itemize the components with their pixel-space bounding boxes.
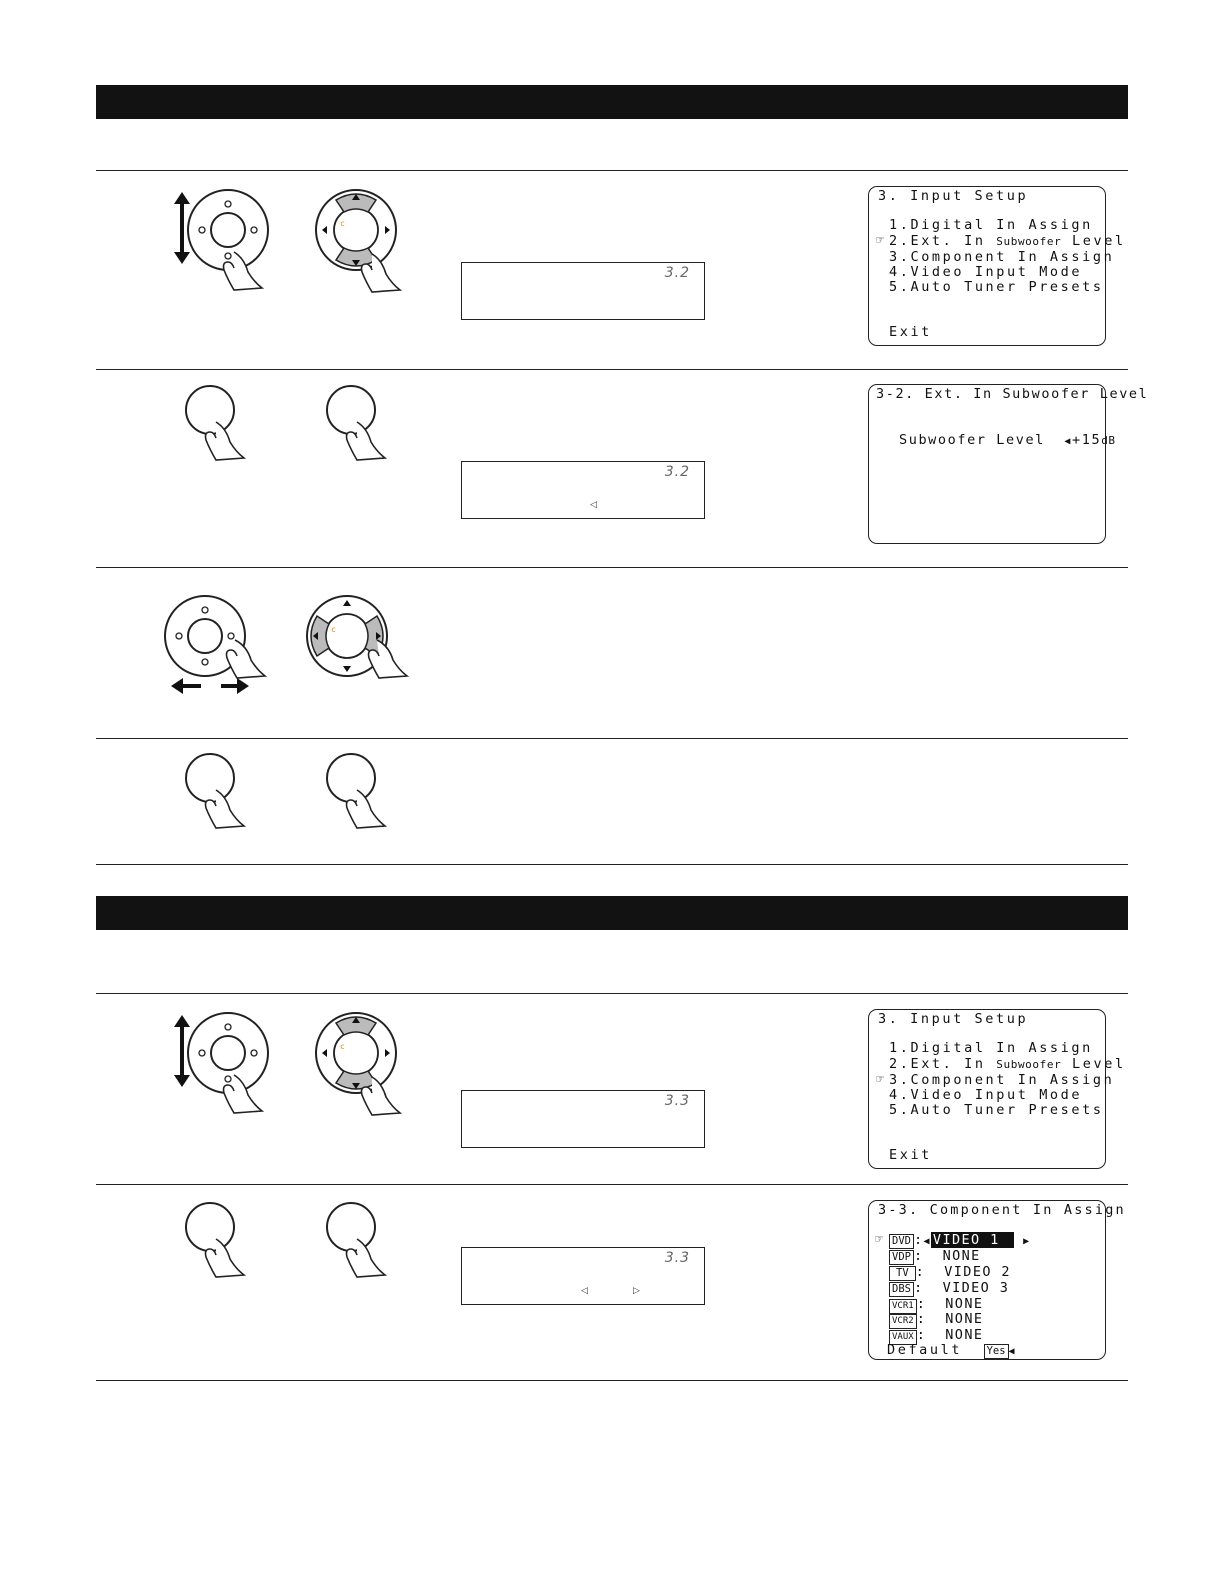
section-header-bar-1: [96, 85, 1128, 119]
divider: [96, 993, 1128, 994]
lcd-left-marker: ◁: [581, 1286, 588, 1296]
assign-row-vaux: VAUX : NONE: [889, 1327, 983, 1345]
lcd-menu-code: 3.3: [664, 1250, 690, 1266]
assign-row-tv: TV : VIDEO 2: [889, 1264, 1011, 1281]
pointer-icon: ☞: [876, 1072, 884, 1087]
assign-row-dvd: DVD :◀ VIDEO 1 ▶: [889, 1232, 1031, 1249]
osd-title: 3-2. Ext. In Subwoofer Level: [876, 386, 1149, 402]
divider: [96, 738, 1128, 739]
osd-menu-item-3: 3.Component In Assign: [889, 249, 1115, 265]
divider: [96, 1380, 1128, 1381]
osd-menu-item-5: 5.Auto Tuner Presets: [889, 279, 1104, 295]
divider: [96, 1184, 1128, 1185]
pointer-icon: ☞: [875, 1232, 883, 1247]
divider: [96, 567, 1128, 568]
enter-button-icon[interactable]: [327, 754, 417, 844]
osd-subwoofer-level: [868, 384, 1149, 544]
osd-menu-item-1: 1.Digital In Assign: [889, 217, 1093, 233]
arrow-right-icon: ▶: [1023, 1236, 1031, 1247]
osd-menu-item-1: 1.Digital In Assign: [889, 1040, 1093, 1056]
jog-dial-updown-icon[interactable]: [170, 1013, 280, 1123]
divider: [96, 864, 1128, 865]
lcd-menu-code: 3.3: [664, 1093, 690, 1109]
osd-component-in-assign: [868, 1200, 1126, 1360]
lcd-display-3: [461, 1090, 705, 1148]
osd-menu-item-2: 2.Ext. In Subwoofer Level: [889, 1056, 1126, 1072]
cursor-pad-updown-icon[interactable]: [316, 1013, 426, 1123]
lcd-display-4: [461, 1247, 705, 1305]
osd-title: 3-3. Component In Assign: [878, 1202, 1126, 1218]
osd-input-setup-2: [868, 1009, 1126, 1169]
assign-row-dbs: DBS : VIDEO 3: [889, 1280, 1009, 1297]
lcd-menu-code: 3.2: [664, 265, 690, 281]
enter-button-icon[interactable]: [186, 754, 276, 844]
enter-button-icon[interactable]: [327, 386, 417, 476]
assign-row-vdp: VDP : NONE: [889, 1248, 981, 1265]
lcd-menu-code: 3.2: [664, 464, 690, 480]
divider: [96, 170, 1128, 171]
divider: [96, 369, 1128, 370]
osd-setting-row: Subwoofer Level ◀+15dB: [899, 432, 1116, 448]
arrow-left-icon: ◀: [923, 1236, 931, 1247]
osd-title: 3. Input Setup: [878, 1011, 1029, 1027]
osd-exit: Exit: [889, 324, 932, 340]
lcd-display-1: [461, 262, 705, 320]
svg-text:c: c: [340, 1042, 345, 1051]
assign-row-vcr2: VCR2 : NONE: [889, 1311, 983, 1329]
assign-row-vcr1: VCR1 : NONE: [889, 1296, 983, 1314]
osd-menu-item-3: 3.Component In Assign: [889, 1072, 1115, 1088]
osd-default-row: Default Yes ◀: [887, 1342, 1018, 1358]
lcd-display-2: [461, 461, 705, 519]
svg-text:c: c: [331, 625, 336, 634]
pointer-icon: ☞: [876, 233, 884, 248]
osd-input-setup-1: [868, 186, 1126, 346]
osd-menu-item-2: 2.Ext. In Subwoofer Level: [889, 233, 1126, 249]
jog-dial-updown-icon[interactable]: [170, 190, 280, 300]
enter-button-icon[interactable]: [186, 386, 276, 476]
enter-button-icon[interactable]: [327, 1203, 417, 1293]
osd-menu-item-5: 5.Auto Tuner Presets: [889, 1102, 1104, 1118]
enter-button-icon[interactable]: [186, 1203, 276, 1293]
lcd-left-marker: ◁: [590, 500, 597, 510]
arrow-left-icon: ◀: [1064, 436, 1073, 447]
osd-menu-item-4: 4.Video Input Mode: [889, 1087, 1083, 1103]
jog-dial-leftright-icon[interactable]: [165, 596, 285, 706]
cursor-pad-updown-icon[interactable]: [316, 190, 426, 300]
svg-text:c: c: [340, 219, 345, 228]
osd-exit: Exit: [889, 1147, 932, 1163]
osd-title: 3. Input Setup: [878, 188, 1029, 204]
osd-menu-item-4: 4.Video Input Mode: [889, 264, 1083, 280]
arrow-left-icon: ◀: [1008, 1346, 1018, 1357]
section-header-bar-2: [96, 896, 1128, 930]
lcd-right-marker: ▷: [633, 1286, 640, 1296]
cursor-pad-leftright-icon[interactable]: [307, 596, 427, 706]
